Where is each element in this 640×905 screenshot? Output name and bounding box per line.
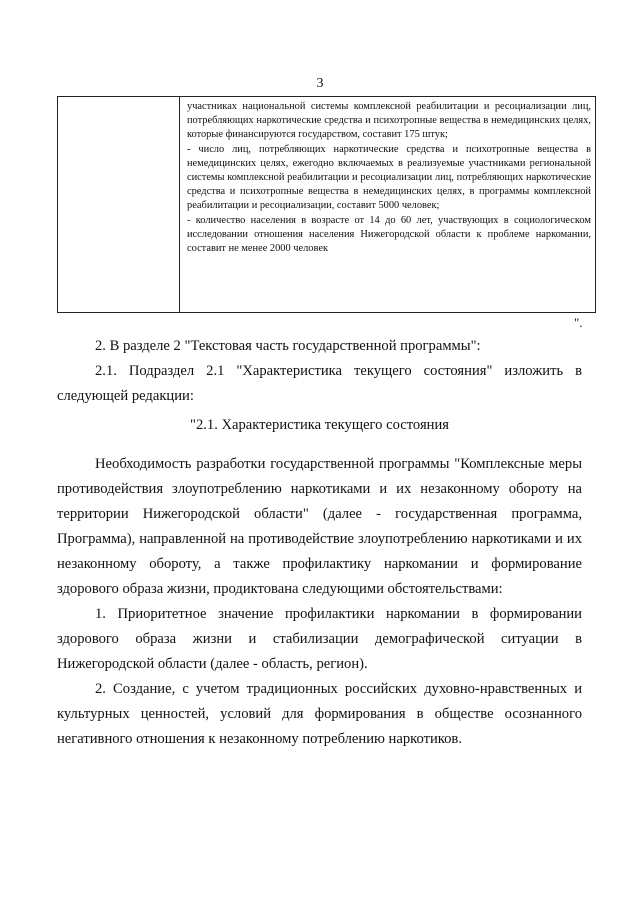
paragraph: 2. Создание, с учетом традиционных российских духовно-нравственных и культурных ценностей, условий для формирования в обществе осознанного негативного отношения к незаконному потреблению наркотиков. — [57, 681, 582, 747]
table-left-cell — [58, 97, 180, 312]
closing-quote: ". — [574, 315, 583, 330]
indicators-table — [57, 96, 596, 313]
table-paragraph: участниках национальной системы комплексной реабилитации и ресоциализации лиц, потребляющих наркотические средства и психотропные вещества в немедицинских целях, которые финансируются государством, составит 175 штук; — [187, 101, 591, 141]
subsection-2-1-intro: 2.1. Подраздел 2.1 "Характеристика текущего состояния" изложить в следующей редакции: — [57, 363, 582, 404]
body-text — [57, 334, 582, 752]
page-number: 3 — [316, 76, 324, 91]
section-2-intro: 2. В разделе 2 "Текстовая часть государственной программы": — [95, 338, 481, 354]
paragraph: Необходимость разработки государственной программы "Комплексные меры противодействия злоупотреблению наркотиками и их незаконному обороту на территории Нижегородской области" (далее - государственная программа, Программа), направленной на противодействие злоупотреблению наркотиками и их незаконному обороту, а также профилактику наркомании и формирование здорового образа жизни, продиктована следующими обстоятельствами: — [57, 456, 582, 597]
table-paragraph: - количество населения в возрасте от 14 до 60 лет, участвующих в социологическом исследовании отношения населения Нижегородской области к проблеме наркомании, составит не менее 2000 человек — [187, 214, 591, 255]
paragraph: 1. Приоритетное значение профилактики наркомании в формировании здорового образа жизни и стабилизации демографической ситуации в Нижегородской области (далее - область, регион). — [57, 606, 582, 672]
subsection-heading: "2.1. Характеристика текущего состояния — [190, 417, 449, 433]
table-paragraph: - число лиц, потребляющих наркотические средства и психотропные вещества в немедицинских целях, ежегодно включаемых в реализуемые участниками региональной системы комплексной реабилитации и ресоциализации лиц, потребляющих наркотические средства и психотропные вещества в немедицинских целях, в программы комплексной реабилитации и ресоциализации, составит 5000 человек; — [187, 143, 591, 212]
table-right-cell — [180, 97, 595, 312]
